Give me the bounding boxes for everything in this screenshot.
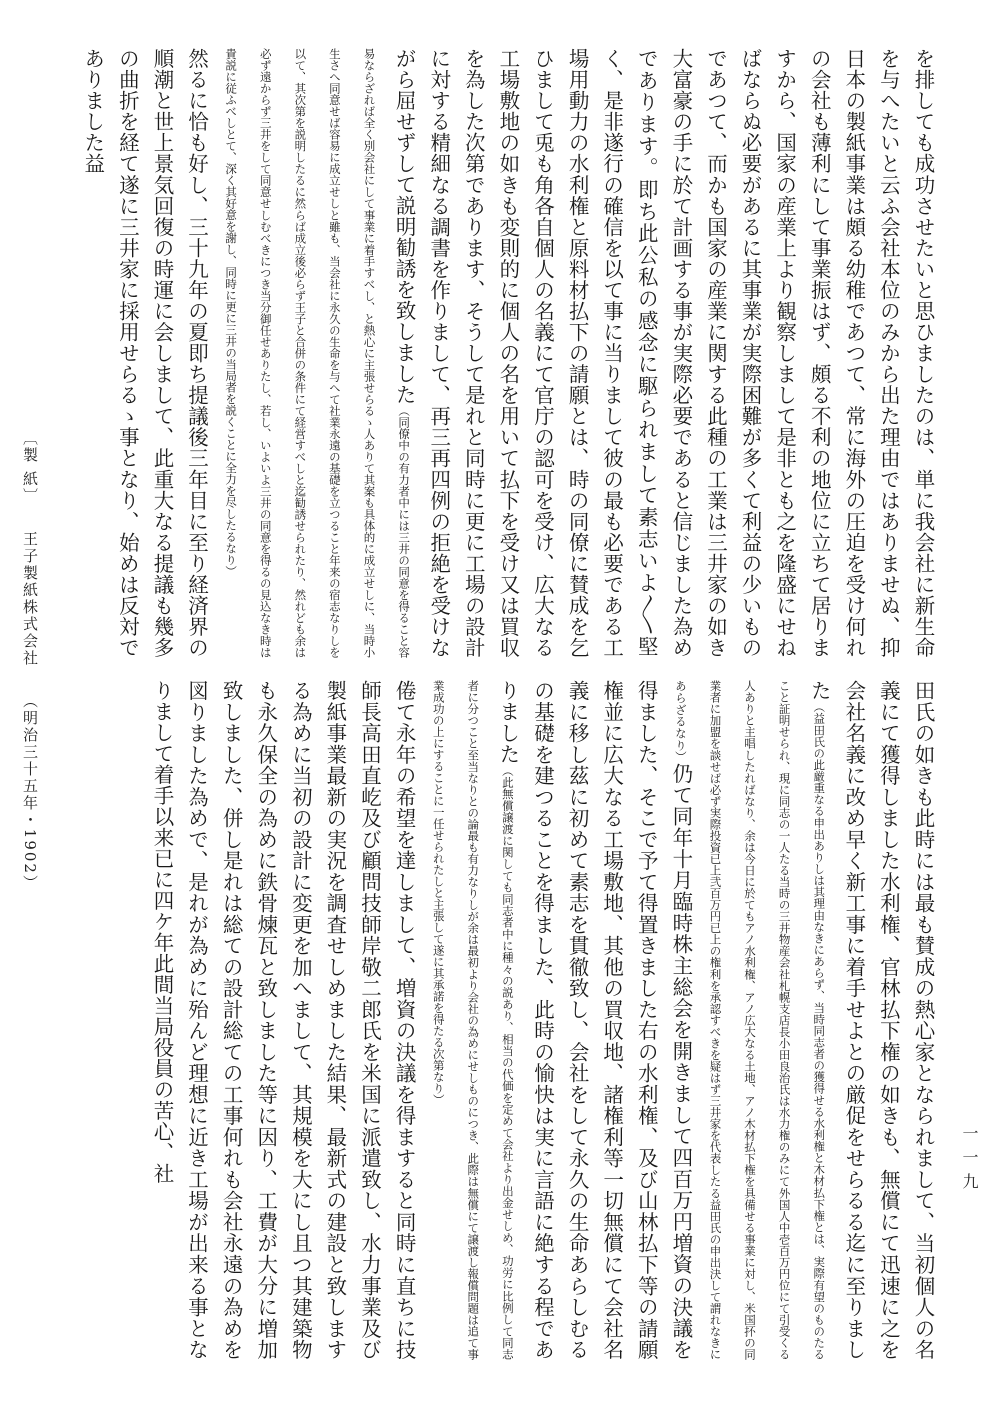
body-paragraph: 然るに恰も好し、三十九年の夏即ち提議後三年目に至り経済界の順潮と世上景気回復の時運に会しまして、此重大なる提議も幾多の曲折を経て遂に三井家に採用せらるゝ事となり、始めは反対でありました益 <box>80 48 209 658</box>
annotation-note: （此無償譲渡に関しても同志者中に種々の説あり、相当の代価を定めて会社より出金せしめ、功労に比例して同志者に分つこと至当なりとの論最も有力なりしが余は最初より会社の為めにせしものにつき、此際は無償にて譲渡し報償問題は追て事業成功の上にすることに一任せられたしと主張して遂に其承諾を得たる次第なり） <box>431 680 515 1360</box>
body-paragraph: 倦て永年の希望を達しまして、増資の決議を得ますると同時に直ちに技師長高田直屹及び顧問技師岸敬二郎氏を米国に派遣致し、水力事業及び製紙事業最新の実況を調査せしめました結果、最新式の建設と致しまする為めに当初の設計に変更を加へまして、其規模を大にし且つ其建築物も永久保全の為めに鉄骨煉瓦と致しました等に因り、工費が大分に増加致しました、併し是れは総ての設計総ての工事何れも会社永遠の為めを図りました為めで、是れが為めに殆んど理想に近き工場が出来る事となりまして着手以来已に四ケ年此間当局役員の苦心、社 <box>149 680 417 1360</box>
company-name: 王子製紙株式会社 <box>21 530 39 667</box>
section-label: 〔製 紙〕 <box>21 430 39 505</box>
upper-text-block <box>60 48 940 658</box>
annotation-note: （益田氏の此厳重なる申出ありしは其理由なきにあらず、当時同志者の獲得せる水利権と木材払下権とは、実際有望のものたること証明せられ、現に同志の一人たる当時の三井物産会社札幌支店長小田良治氏は水力権のみにて外国人中壱百万円位にて引受くる人ありと主唱したればなり、余は今日に於てもアノ水利権、アノ広大なる土地、アノ木材払下権を具備せる事業に対し、米国抔の同業者に加盟を談せば必ず実際投資已上弐百万円已上の権利を承認すべきを疑はず三井家を代表したる益田氏の申出決して謂れなきにあらざるなり） <box>673 680 827 1360</box>
body-paragraph: 田氏の如きも此時には最も賛成の熱心家となられまして、当初個人の名義にて獲得しました水利権、官林払下権の如きも、無償にて迅速に之を会社名義に改め早く新工事に着手せよとの厳促をせらるる迄に至りました <box>807 680 935 1360</box>
body-paragraph: 仍て同年十月臨時株主総会を開きまして四百万円増資の決議を得ました、そこで予て得置きました右の水利権、及び山林払下等の請願権並に広大なる工場敷地、其他の買収地、諸権利等一切無償にて会社名義に移し茲に初めて素志を貫徹致し、会社をして永久の生命あらしむるの基礎を建つることを得ました、此時の愉快は実に言語に絶する程でありました <box>495 680 693 1360</box>
body-paragraph: を排しても成功させたいと思ひましたのは、単に我会社に新生命を与へたいと云ふ会社本位のみから出た理由ではありませぬ、抑日本の製紙事業は頗る幼稚であつて、常に海外の圧迫を受け何れの会社も薄利にして事業振はず、頗る不利の地位に立ちて居りますから、国家の産業上より観察しまして是非とも之を隆盛にせねばならぬ必要があるに其事業が実際困難が多くて利益の少いものであつて、而かも国家の産業に関する此種の工業は三井家の如き大富豪の手に於て計画する事が実際必要であると信じました為めであります。即ち此公私の感念に駆られまして素志いよ〳〵堅く、是非遂行の確信を以て事に当りまして彼の最も必要である工場用動力の水利権と原料材払下の請願とは、時の同僚に賛成を乞ひまして兎も角各自個人の名義にて官庁の認可を受け、広大なる工場敷地の如きも変則的に個人の名を用いて払下を受け又は買収を為した次第であります、そうして是れと同時に更に工場の設計に対する精細なる調書を作りまして、再三再四例の拒絶を受けながら屈せずして説明勧誘を致しました <box>392 48 935 658</box>
year-label: （明治三十五年・1902） <box>21 692 39 892</box>
running-footer <box>20 430 41 990</box>
annotation-note: （同僚中の有力者中には三井の同意を得ること容易ならざれば全く別会社にして事業に着手すべし、と熱心に主張せらるゝ人ありて其案も具体的に成立せしに、当時小生さへ同意せば容易に成立せしと雖も、当会社に永久の生命を与へて社業永遠の基礎を立つること年来の宿志なりしを以て、其次第を説明したるに然らば成立後必らず王子と合併の条件にて経営すべしと迄勧誘せられたり、然れども余は必ず遠からず三井をして同意せしむべきにつき当分御任せありたし、若し、いよいよ三井の同意を得るの見込なき時は貴説に従ふべしとて、深く其好意を謝し、同時に更に三井の当局者を説くことに全力を尽したるなり） <box>224 48 412 658</box>
lower-text-block <box>60 680 940 1360</box>
page-number: 一一九 <box>960 1125 979 1197</box>
